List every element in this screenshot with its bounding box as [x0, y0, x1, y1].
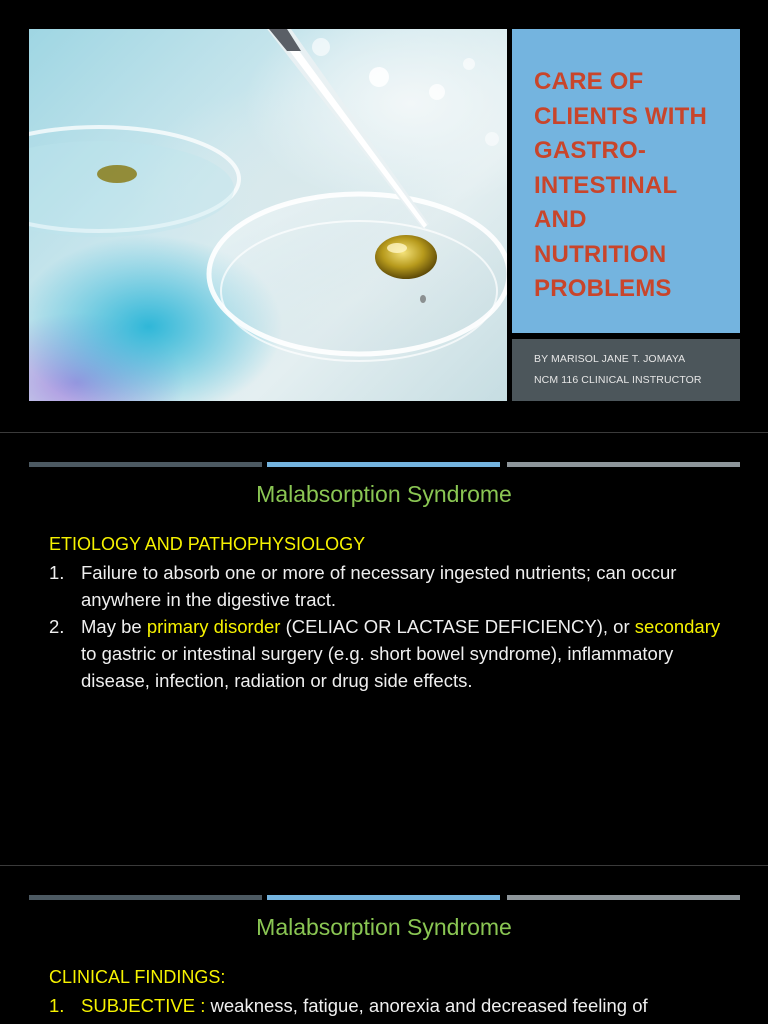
- item-text-segment: May be: [81, 616, 147, 637]
- content-slide-clinical-findings: [0, 866, 768, 1024]
- presentation-title: CARE OF CLIENTS WITH GASTRO- INTESTINAL AND NUTRITION PROBLEMS: [534, 68, 708, 302]
- item-text-segment: (CELIAC OR LACTASE DEFICIENCY), or: [280, 616, 635, 637]
- author-box: [512, 339, 740, 401]
- header-bars: [29, 895, 740, 901]
- header-bar-dark: [29, 462, 262, 467]
- highlight-term: SUBJECTIVE :: [81, 995, 206, 1016]
- item-text: [81, 613, 737, 694]
- header-bar-gray: [507, 895, 740, 900]
- slide-title: Malabsorption Syndrome: [256, 914, 512, 940]
- item-text-segment: to gastric or intestinal surgery (e.g. short bowel syndrome), inflammatory disease, infection, radiation or drug side effects.: [81, 643, 674, 691]
- title-box: [512, 29, 740, 333]
- header-bar-gray: [507, 462, 740, 467]
- item-text: Failure to absorb one or more of necessary ingested nutrients; can occur anywhere in the digestive tract.: [81, 562, 677, 610]
- slide-title: Malabsorption Syndrome: [256, 481, 512, 507]
- header-bars: [29, 462, 740, 468]
- title-slide: [0, 0, 768, 432]
- item-number: 1.: [49, 562, 65, 583]
- author-name: BY MARISOL JANE T. JOMAYA: [534, 353, 686, 365]
- content-slide-etiology: [0, 433, 768, 865]
- section-heading: CLINICAL FINDINGS:: [49, 967, 226, 987]
- header-bar-blue: [267, 895, 500, 900]
- item-number: 2.: [49, 616, 65, 637]
- header-bar-dark: [29, 895, 262, 900]
- highlight-term: primary disorder: [146, 616, 281, 637]
- header-bar-blue: [267, 462, 500, 467]
- petri-dish-illustration: [29, 29, 507, 401]
- author-role: NCM 116 CLINICAL INSTRUCTOR: [534, 374, 702, 386]
- highlight-term: secondary: [634, 616, 721, 637]
- section-heading: ETIOLOGY AND PATHOPHYSIOLOGY: [49, 534, 366, 554]
- item-text-segment: weakness, fatigue, anorexia and decreased feeling of: [205, 995, 648, 1016]
- hero-image: [29, 29, 507, 401]
- item-number: 1.: [49, 995, 65, 1016]
- item-text: [81, 992, 737, 1019]
